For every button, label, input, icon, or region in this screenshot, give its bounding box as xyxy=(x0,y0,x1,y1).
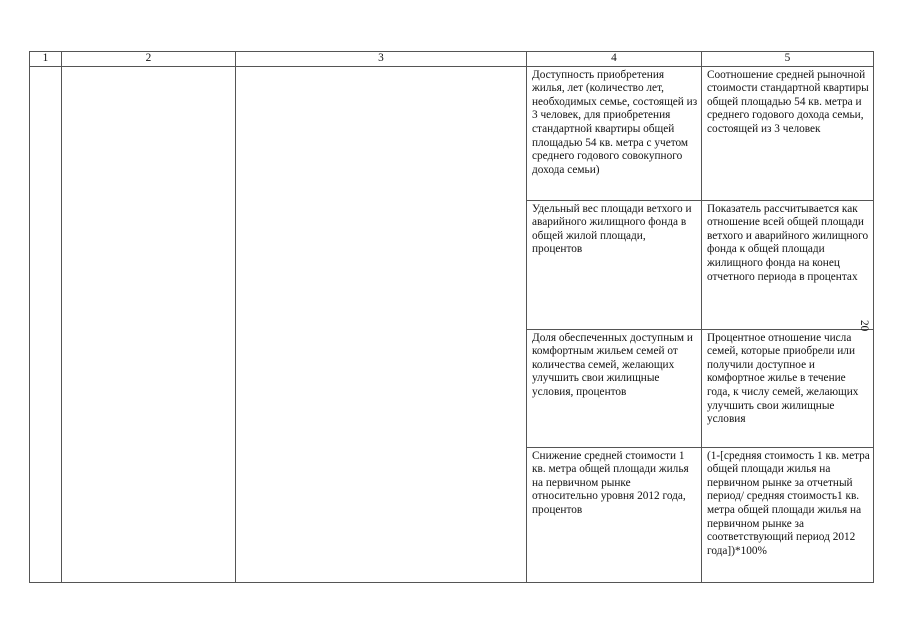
empty-cell-column-2 xyxy=(62,66,236,582)
column-number-3: 3 xyxy=(236,52,527,67)
column-number-2: 2 xyxy=(62,52,236,67)
document-page xyxy=(29,51,874,583)
method-cell: (1-[средняя стоимость 1 кв. метра общей площади жилья на первичном рынке за отчетный период/ средняя стоимость1 кв. метра общей площади жилья на первичном рынке за соответствующий период 2012 года])*100% xyxy=(702,447,874,582)
indicator-cell: Снижение средней стоимости 1 кв. метра общей площади жилья на первичном рынке относительно уровня 2012 года, процентов xyxy=(527,447,702,582)
column-number-5: 5 xyxy=(702,52,874,67)
indicators-table xyxy=(29,51,874,583)
table-row xyxy=(30,66,874,200)
column-number-4: 4 xyxy=(527,52,702,67)
empty-cell-column-1 xyxy=(30,66,62,582)
indicator-cell: Доступность приобретения жилья, лет (количество лет, необходимых семье, состоящей из 3 человек, для приобретения стандартной квартиры общей площадью 54 кв. метра с учетом среднего годового совокупного дохода семьи) xyxy=(527,66,702,200)
method-cell: Соотношение средней рыночной стоимости стандартной квартиры общей площадью 54 кв. метра и среднего годового дохода семьи, состоящей из 3 человек xyxy=(702,66,874,200)
page-number: 20 xyxy=(858,320,870,332)
column-number-1: 1 xyxy=(30,52,62,67)
column-number-row xyxy=(30,52,874,67)
method-cell: Процентное отношение числа семей, которые приобрели или получили доступное и комфортное жилье в течение года, к числу семей, желающих улучшить свои жилищные условия xyxy=(702,329,874,447)
indicator-cell: Доля обеспеченных доступным и комфортным жильем семей от количества семей, желающих улучшить свои жилищные условия, процентов xyxy=(527,329,702,447)
method-cell: Показатель рассчитывается как отношение всей общей площади ветхого и аварийного жилищного фонда к общей площади жилищного фонда на конец отчетного периода в процентах xyxy=(702,200,874,329)
empty-cell-column-3 xyxy=(236,66,527,582)
indicator-cell: Удельный вес площади ветхого и аварийного жилищного фонда в общей жилой площади, процентов xyxy=(527,200,702,329)
